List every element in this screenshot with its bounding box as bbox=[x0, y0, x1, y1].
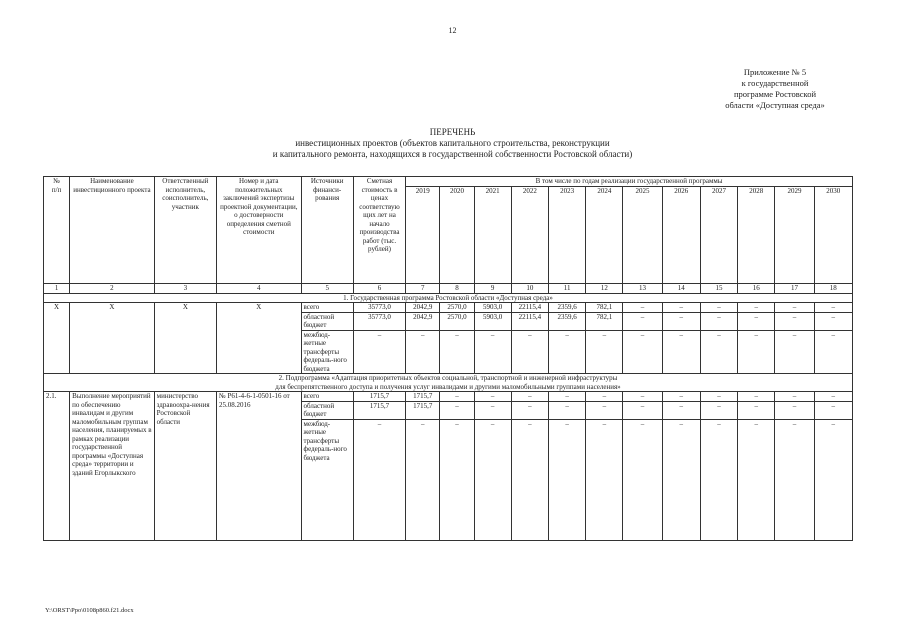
col-number: 7 bbox=[406, 284, 440, 294]
col-number: 2 bbox=[70, 284, 155, 294]
row-value: 782,1 bbox=[586, 312, 623, 330]
col-number: 11 bbox=[549, 284, 586, 294]
row-value: – bbox=[662, 392, 700, 402]
row-source: областной бюджет bbox=[301, 312, 353, 330]
row-value: – bbox=[814, 419, 852, 540]
year-2021: 2021 bbox=[474, 186, 511, 284]
row-value: – bbox=[440, 401, 474, 419]
title-heading: ПЕРЕЧЕНЬ bbox=[429, 127, 476, 137]
row-value: – bbox=[662, 312, 700, 330]
row-value: – bbox=[775, 330, 814, 374]
row-value: – bbox=[549, 401, 586, 419]
document-title bbox=[0, 127, 905, 160]
row-value: – bbox=[623, 419, 662, 540]
year-2027: 2027 bbox=[700, 186, 737, 284]
row-value: – bbox=[738, 419, 775, 540]
row-value: 5903,0 bbox=[474, 312, 511, 330]
footer-file-path: Y:\ORST\Ppo\0108p860.f21.docx bbox=[45, 607, 134, 614]
row-value: – bbox=[474, 419, 511, 540]
row-value: – bbox=[549, 392, 586, 402]
row-cost: 35773,0 bbox=[353, 312, 405, 330]
row-value: – bbox=[814, 392, 852, 402]
row-source: межбюд-жетные трансферты федераль-ного бюджета bbox=[301, 419, 353, 540]
row-value: – bbox=[700, 401, 737, 419]
row-value: – bbox=[700, 312, 737, 330]
row-value: – bbox=[700, 392, 737, 402]
row-value: – bbox=[738, 330, 775, 374]
row-value: – bbox=[440, 419, 474, 540]
row-cost: 35773,0 bbox=[353, 303, 405, 313]
row-value: 22115,4 bbox=[511, 303, 548, 313]
year-2029: 2029 bbox=[775, 186, 814, 284]
year-2028: 2028 bbox=[738, 186, 775, 284]
row-value: 1715,7 bbox=[406, 392, 440, 402]
row-value: – bbox=[814, 401, 852, 419]
row-value: – bbox=[662, 303, 700, 313]
row-value: – bbox=[662, 419, 700, 540]
row-value: 22115,4 bbox=[511, 312, 548, 330]
row-value: – bbox=[623, 330, 662, 374]
row-value: – bbox=[511, 419, 548, 540]
row-value: 2570,0 bbox=[440, 312, 474, 330]
row-cost: 1715,7 bbox=[353, 392, 405, 402]
row-value: 2042,9 bbox=[406, 303, 440, 313]
row-value: 2359,6 bbox=[549, 312, 586, 330]
year-2022: 2022 bbox=[511, 186, 548, 284]
row-value: – bbox=[586, 419, 623, 540]
header-num: № п/п bbox=[44, 177, 70, 284]
title-line: инвестиционных проектов (объектов капитального строительства, реконструкции bbox=[295, 138, 610, 148]
row-value: – bbox=[700, 419, 737, 540]
col-number: 13 bbox=[623, 284, 662, 294]
row-value: – bbox=[775, 392, 814, 402]
year-2025: 2025 bbox=[623, 186, 662, 284]
page-number: 12 bbox=[448, 26, 457, 35]
row-value: – bbox=[474, 401, 511, 419]
row-responsible: Х bbox=[154, 303, 216, 374]
row-source: областной бюджет bbox=[301, 401, 353, 419]
header-name: Наименование инвестиционного проекта bbox=[70, 177, 155, 284]
row-value: – bbox=[440, 392, 474, 402]
row-cost: – bbox=[353, 330, 405, 374]
section-2-title-line: для беспрепятственного доступа и получения услуг инвалидами и другими маломобильными группами населения» bbox=[275, 382, 621, 391]
row-value: – bbox=[549, 330, 586, 374]
appendix-block bbox=[700, 67, 850, 111]
header-cost: Сметная стоимость в ценах соответствую щих лет на начало производства работ (тыс. рублей) bbox=[353, 177, 405, 284]
col-number: 17 bbox=[775, 284, 814, 294]
row-value: – bbox=[738, 303, 775, 313]
col-number: 14 bbox=[662, 284, 700, 294]
col-number: 15 bbox=[700, 284, 737, 294]
row-expertise: Х bbox=[217, 303, 302, 374]
appendix-line: области «Доступная среда» bbox=[725, 100, 825, 110]
row-value: – bbox=[440, 330, 474, 374]
header-responsible: Ответственный исполнитель, соисполнитель, участник bbox=[154, 177, 216, 284]
row-value: – bbox=[623, 312, 662, 330]
row-cost: 1715,7 bbox=[353, 401, 405, 419]
row-name: Выполнение мероприятий по обеспечению инвалидам и другим маломобильным группам населения, планируемых в рамках реализации государственной программы «Доступная среда» территории и зданий Егорлыкского bbox=[70, 392, 155, 541]
col-number: 10 bbox=[511, 284, 548, 294]
row-source: всего bbox=[301, 392, 353, 402]
col-number: 9 bbox=[474, 284, 511, 294]
column-numbers-row bbox=[44, 284, 853, 294]
col-number: 1 bbox=[44, 284, 70, 294]
section-2-title-line: 2. Подпрограмма «Адаптация приоритетных объектов социальной, транспортной и инженерной инфраструктуры bbox=[278, 374, 618, 382]
col-number: 16 bbox=[738, 284, 775, 294]
row-value: – bbox=[511, 330, 548, 374]
row-expertise: № Р61-4-6-1-0501-16 от 25.08.2016 bbox=[217, 392, 302, 541]
table-row bbox=[44, 303, 853, 313]
section-title-row bbox=[44, 374, 853, 392]
row-value: – bbox=[662, 401, 700, 419]
year-2030: 2030 bbox=[814, 186, 852, 284]
section-title-row bbox=[44, 293, 853, 303]
row-value: – bbox=[586, 392, 623, 402]
year-2026: 2026 bbox=[662, 186, 700, 284]
row-value: – bbox=[662, 330, 700, 374]
row-value: – bbox=[623, 401, 662, 419]
row-value: – bbox=[814, 303, 852, 313]
row-value: – bbox=[511, 392, 548, 402]
header-row bbox=[44, 177, 853, 187]
col-number: 5 bbox=[301, 284, 353, 294]
row-value: – bbox=[586, 330, 623, 374]
row-name: Х bbox=[70, 303, 155, 374]
appendix-line: программе Ростовской bbox=[733, 89, 817, 99]
year-2020: 2020 bbox=[440, 186, 474, 284]
row-value: – bbox=[775, 419, 814, 540]
row-value: – bbox=[700, 303, 737, 313]
row-value: 2570,0 bbox=[440, 303, 474, 313]
header-expertise: Номер и дата положительных заключений экспертизы проектной документации, о достоверности определения сметной стоимости bbox=[217, 177, 302, 284]
row-value: – bbox=[738, 401, 775, 419]
header-source: Источники финанси-рования bbox=[301, 177, 353, 284]
row-num: 2.1. bbox=[44, 392, 70, 541]
row-value: 2359,6 bbox=[549, 303, 586, 313]
row-source: всего bbox=[301, 303, 353, 313]
col-number: 12 bbox=[586, 284, 623, 294]
row-value: 1715,7 bbox=[406, 401, 440, 419]
table-row bbox=[44, 392, 853, 402]
section-2-title bbox=[44, 374, 853, 392]
row-value: – bbox=[586, 401, 623, 419]
row-value: – bbox=[814, 330, 852, 374]
row-value: – bbox=[623, 392, 662, 402]
row-value: – bbox=[474, 330, 511, 374]
row-value: – bbox=[738, 392, 775, 402]
appendix-line: Приложение № 5 bbox=[743, 67, 807, 77]
col-number: 3 bbox=[154, 284, 216, 294]
year-2023: 2023 bbox=[549, 186, 586, 284]
row-source: межбюд-жетные трансферты федераль-ного бюджета bbox=[301, 330, 353, 374]
projects-table bbox=[43, 176, 853, 541]
col-number: 18 bbox=[814, 284, 852, 294]
row-value: 2042,9 bbox=[406, 312, 440, 330]
row-value: – bbox=[775, 312, 814, 330]
row-num: Х bbox=[44, 303, 70, 374]
col-number: 4 bbox=[217, 284, 302, 294]
row-value: – bbox=[474, 392, 511, 402]
row-value: – bbox=[775, 303, 814, 313]
row-value: – bbox=[775, 401, 814, 419]
row-value: – bbox=[814, 312, 852, 330]
row-value: – bbox=[549, 419, 586, 540]
row-value: – bbox=[623, 303, 662, 313]
title-line: и капитального ремонта, находящихся в государственной собственности Ростовской области) bbox=[272, 149, 633, 159]
row-value: 5903,0 bbox=[474, 303, 511, 313]
row-value: 782,1 bbox=[586, 303, 623, 313]
row-responsible: министерство здравоохра-нения Ростовской области bbox=[154, 392, 216, 541]
header-years-group: В том числе по годам реализации государственной программы bbox=[406, 177, 853, 187]
year-2024: 2024 bbox=[586, 186, 623, 284]
row-value: – bbox=[406, 419, 440, 540]
appendix-line: к государственной bbox=[741, 78, 809, 88]
row-value: – bbox=[738, 312, 775, 330]
row-cost: – bbox=[353, 419, 405, 540]
year-2019: 2019 bbox=[406, 186, 440, 284]
col-number: 6 bbox=[353, 284, 405, 294]
section-1-title: 1. Государственная программа Ростовской области «Доступная среда» bbox=[44, 293, 853, 303]
col-number: 8 bbox=[440, 284, 474, 294]
row-value: – bbox=[700, 330, 737, 374]
row-value: – bbox=[406, 330, 440, 374]
row-value: – bbox=[511, 401, 548, 419]
